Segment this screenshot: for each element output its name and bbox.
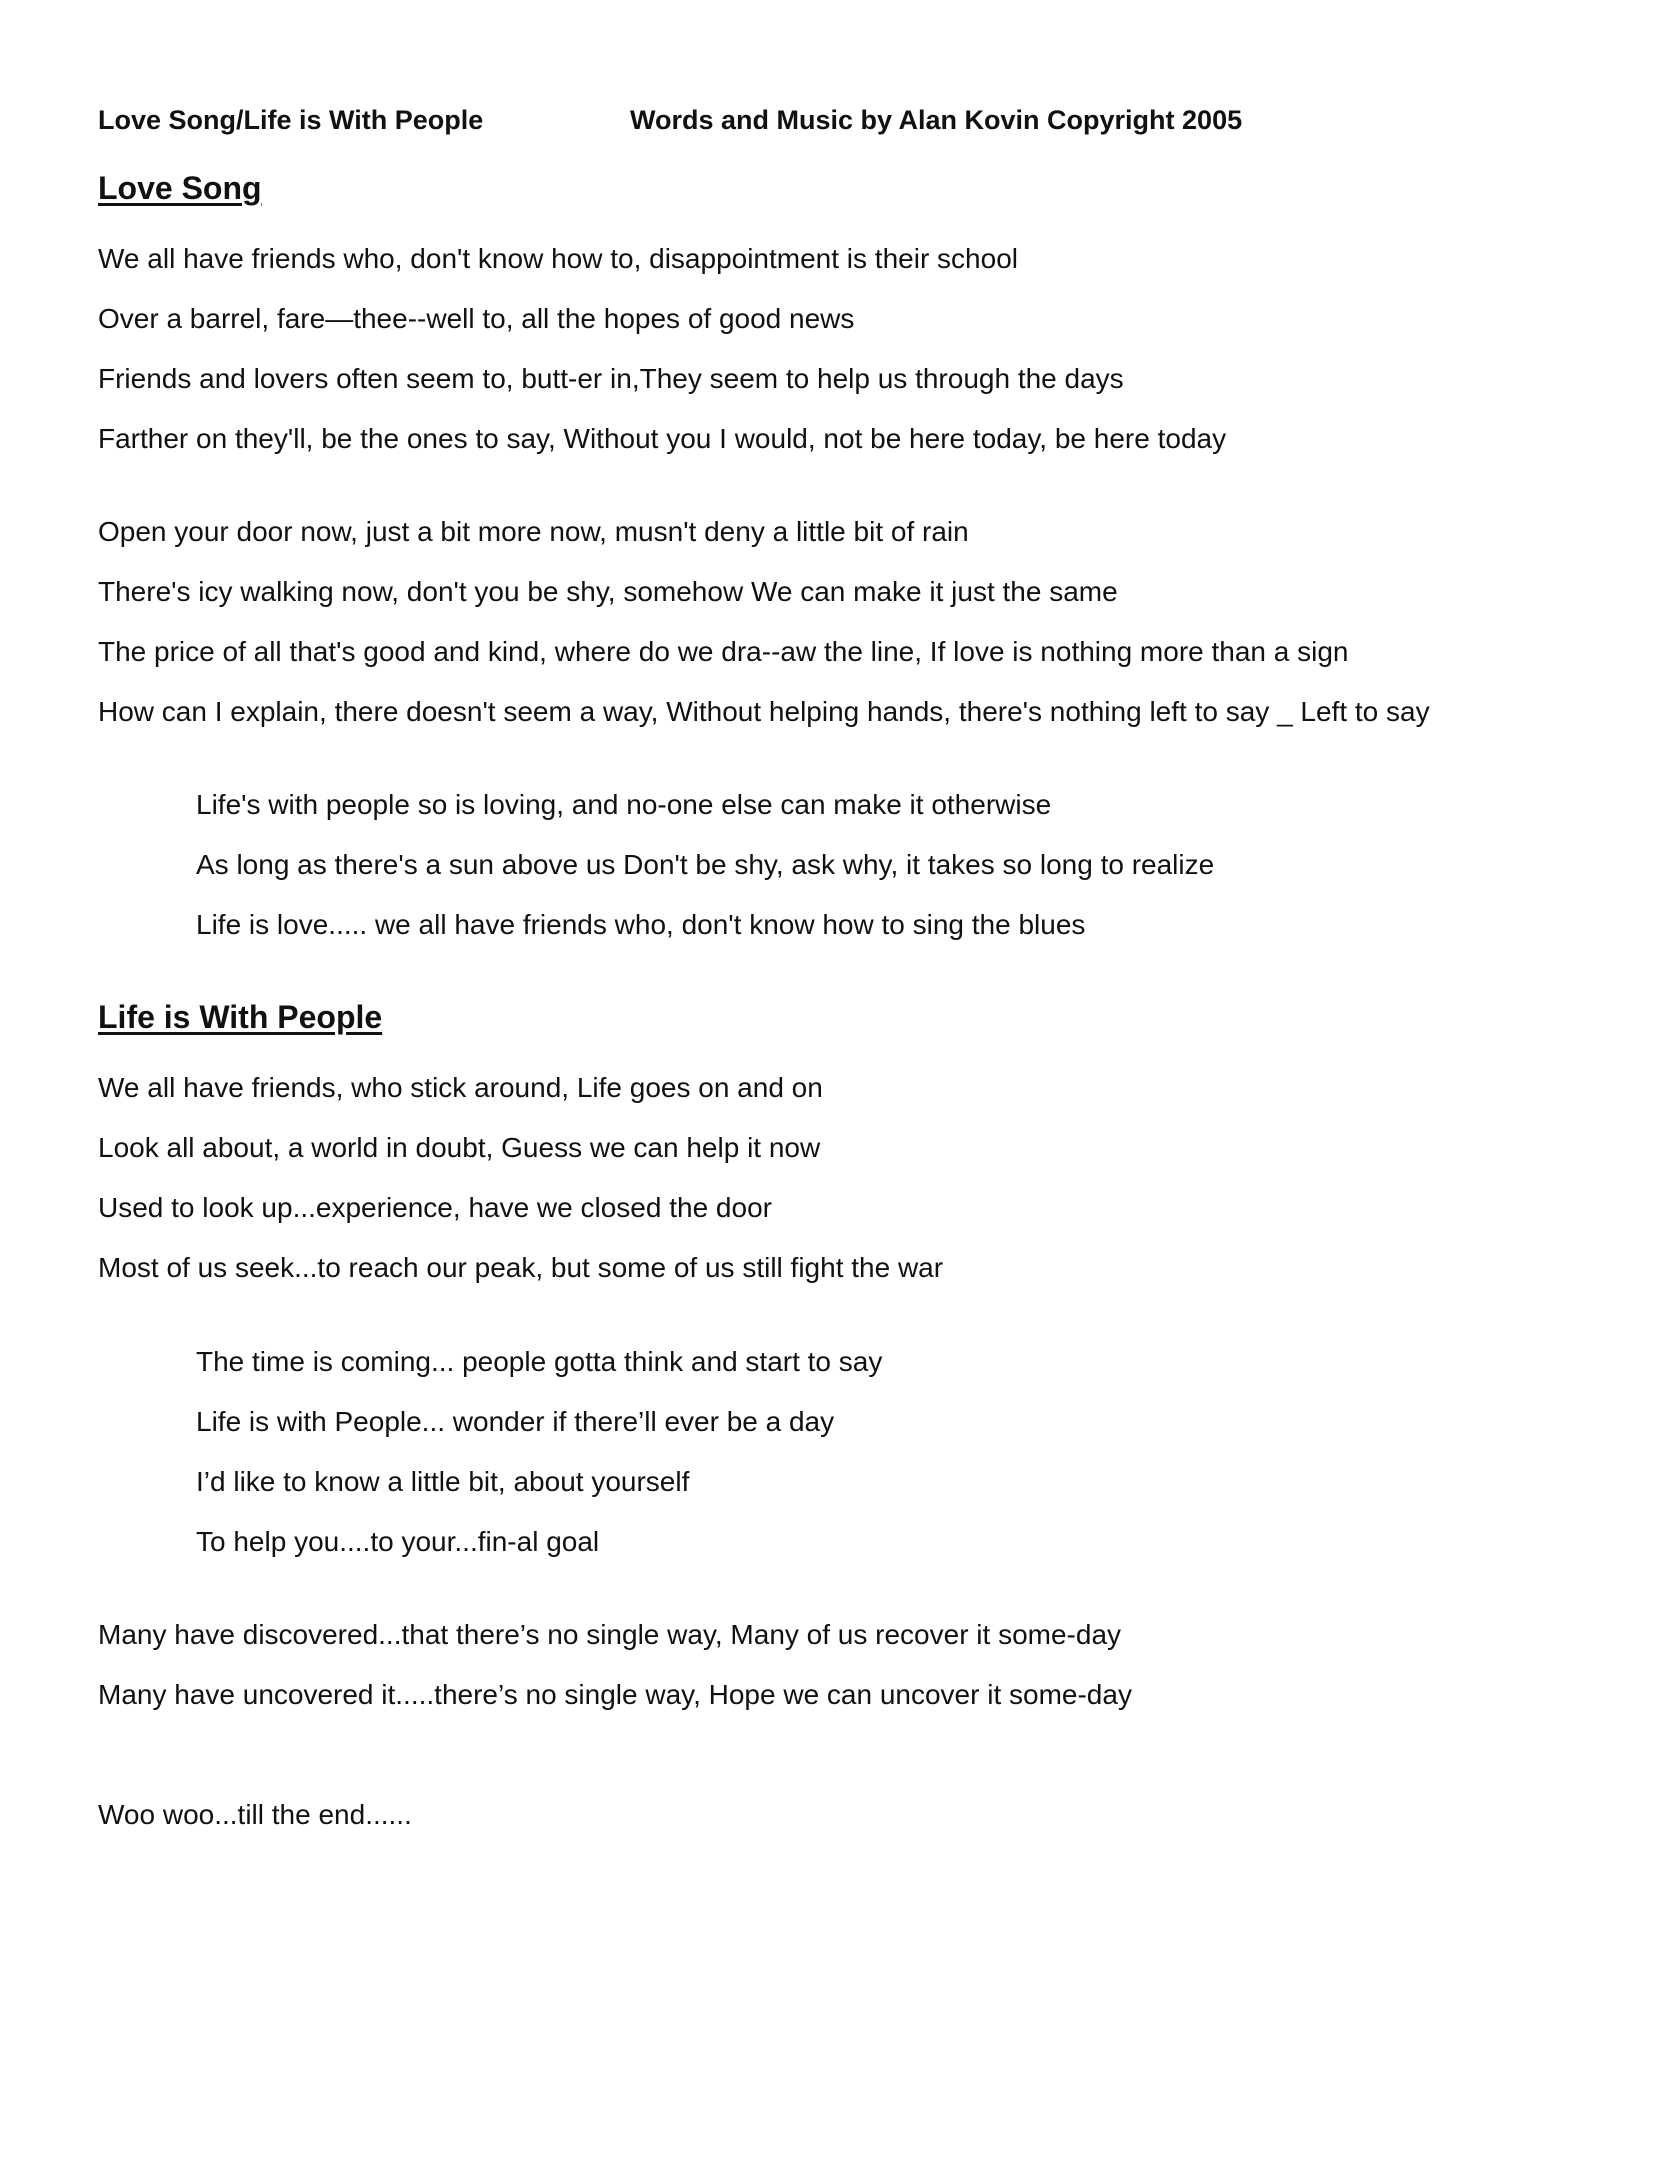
chorus-line: I’d like to know a little bit, about yourself [196, 1466, 690, 1497]
lyric-line: We all have friends who, don't know how to, disappointment is their school [98, 243, 1018, 274]
chorus-line: Life's with people so is loving, and no-one else can make it otherwise [196, 789, 1052, 820]
chorus-line: Life is with People... wonder if there’ll ever be a day [196, 1406, 835, 1437]
section-heading-life-with-people: Life is With People [98, 999, 383, 1035]
chorus-line: The time is coming... people gotta think and start to say [196, 1346, 883, 1377]
lyric-line: Look all about, a world in doubt, Guess we can help it now [98, 1132, 821, 1163]
section-heading-love-song: Love Song [98, 170, 262, 206]
lyric-line: There's icy walking now, don't you be shy, somehow We can make it just the same [98, 576, 1118, 607]
lyric-line: Open your door now, just a bit more now, musn't deny a little bit of rain [98, 516, 969, 547]
lyric-line: Friends and lovers often seem to, butt-er in,They seem to help us through the days [98, 363, 1124, 394]
chorus-line: As long as there's a sun above us Don't be shy, ask why, it takes so long to realize [196, 849, 1215, 880]
lyric-line: The price of all that's good and kind, where do we dra--aw the line, If love is nothing more than a sign [98, 636, 1349, 667]
document-title: Love Song/Life is With People [98, 105, 484, 135]
chorus-line: To help you....to your...fin-al goal [196, 1526, 600, 1557]
lyric-line: Most of us seek...to reach our peak, but some of us still fight the war [98, 1252, 944, 1283]
chorus-line: Life is love..... we all have friends who, don't know how to sing the blues [196, 909, 1086, 940]
lyric-line: Over a barrel, fare—thee--well to, all the hopes of good news [98, 303, 855, 334]
lyric-line: Used to look up...experience, have we closed the door [98, 1192, 772, 1223]
ending-line: Woo woo...till the end...... [98, 1799, 412, 1830]
lyric-line: Many have uncovered it.....there’s no single way, Hope we can uncover it some-day [98, 1679, 1132, 1710]
lyric-line: We all have friends, who stick around, Life goes on and on [98, 1072, 823, 1103]
lyric-line: Farther on they'll, be the ones to say, Without you I would, not be here today, be here today [98, 423, 1227, 454]
lyric-line: Many have discovered...that there’s no single way, Many of us recover it some-day [98, 1619, 1122, 1650]
lyric-line: How can I explain, there doesn't seem a way, Without helping hands, there's nothing left to say _ Left to say [98, 696, 1430, 727]
document-credit: Words and Music by Alan Kovin Copyright 2005 [630, 105, 1243, 135]
